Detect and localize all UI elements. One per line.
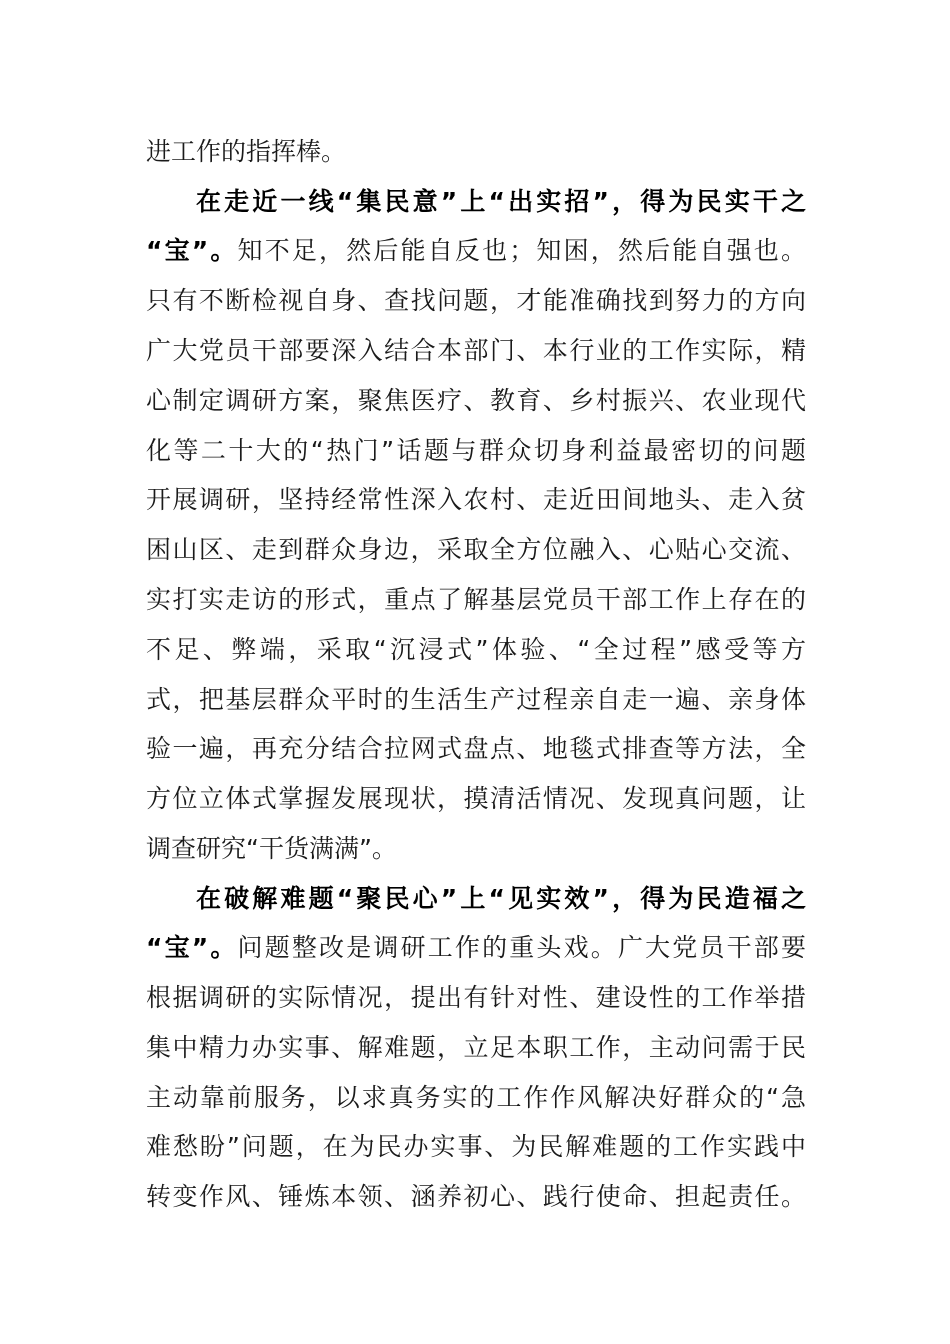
bold-lead: 在破解难题“聚民心”上“见实效”，得为民造福之 [196, 884, 806, 913]
text-line: 调查研究“干货满满”。 [146, 834, 397, 863]
text-line: 集中精力办实事、解难题，立足本职工作，主动问需于民 [146, 1033, 806, 1062]
paragraph-heading [196, 879, 806, 919]
paragraph-heading [196, 182, 806, 222]
text-line: 化等二十大的“热门”话题与群众切身利益最密切的问题 [146, 436, 806, 465]
bold-lead: 在走近一线“集民意”上“出实招”，得为民实干之 [196, 187, 806, 216]
text-line: 不足、弊端，采取“沉浸式”体验、“全过程”感受等方 [146, 635, 806, 664]
text-line: 难愁盼”问题，在为民办实事、为民解难题的工作实践中 [146, 1132, 806, 1161]
text-line: 困山区、走到群众身边，采取全方位融入、心贴心交流、 [146, 535, 806, 564]
text-line: 主动靠前服务，以求真务实的工作作风解决好群众的“急 [146, 1083, 806, 1112]
text-line [146, 928, 806, 968]
text-line [146, 231, 806, 271]
text-line: 实打实走访的形式，重点了解基层党员干部工作上存在的 [146, 585, 806, 614]
bold-lead: “宝”。 [146, 236, 238, 265]
text-line: 进工作的指挥棒。 [146, 137, 347, 166]
text-line: 方位立体式掌握发展现状，摸清活情况、发现真问题，让 [146, 784, 806, 813]
text-line: 式，把基层群众平时的生活生产过程亲自走一遍、亲身体 [146, 685, 806, 714]
text-line: 只有不断检视自身、查找问题，才能准确找到努力的方向 [146, 286, 806, 315]
text-line: 开展调研，坚持经常性深入农村、走近田间地头、走入贫 [146, 485, 806, 514]
text-line: 转变作风、锤炼本领、涵养初心、践行使命、担起责任。 [146, 1182, 806, 1211]
bold-lead: “宝”。 [146, 933, 238, 962]
text-line: 根据调研的实际情况，提出有针对性、建设性的工作举措 [146, 983, 806, 1012]
text-line: 广大党员干部要深入结合本部门、本行业的工作实际，精 [146, 336, 806, 365]
text-line: 验一遍，再充分结合拉网式盘点、地毯式排查等方法，全 [146, 734, 806, 763]
text-line: 心制定调研方案，聚焦医疗、教育、乡村振兴、农业现代 [146, 386, 806, 415]
text-run: 知不足，然后能自反也；知困，然后能自强也。 [237, 236, 806, 265]
text-run: 问题整改是调研工作的重头戏。广大党员干部要 [237, 933, 806, 962]
